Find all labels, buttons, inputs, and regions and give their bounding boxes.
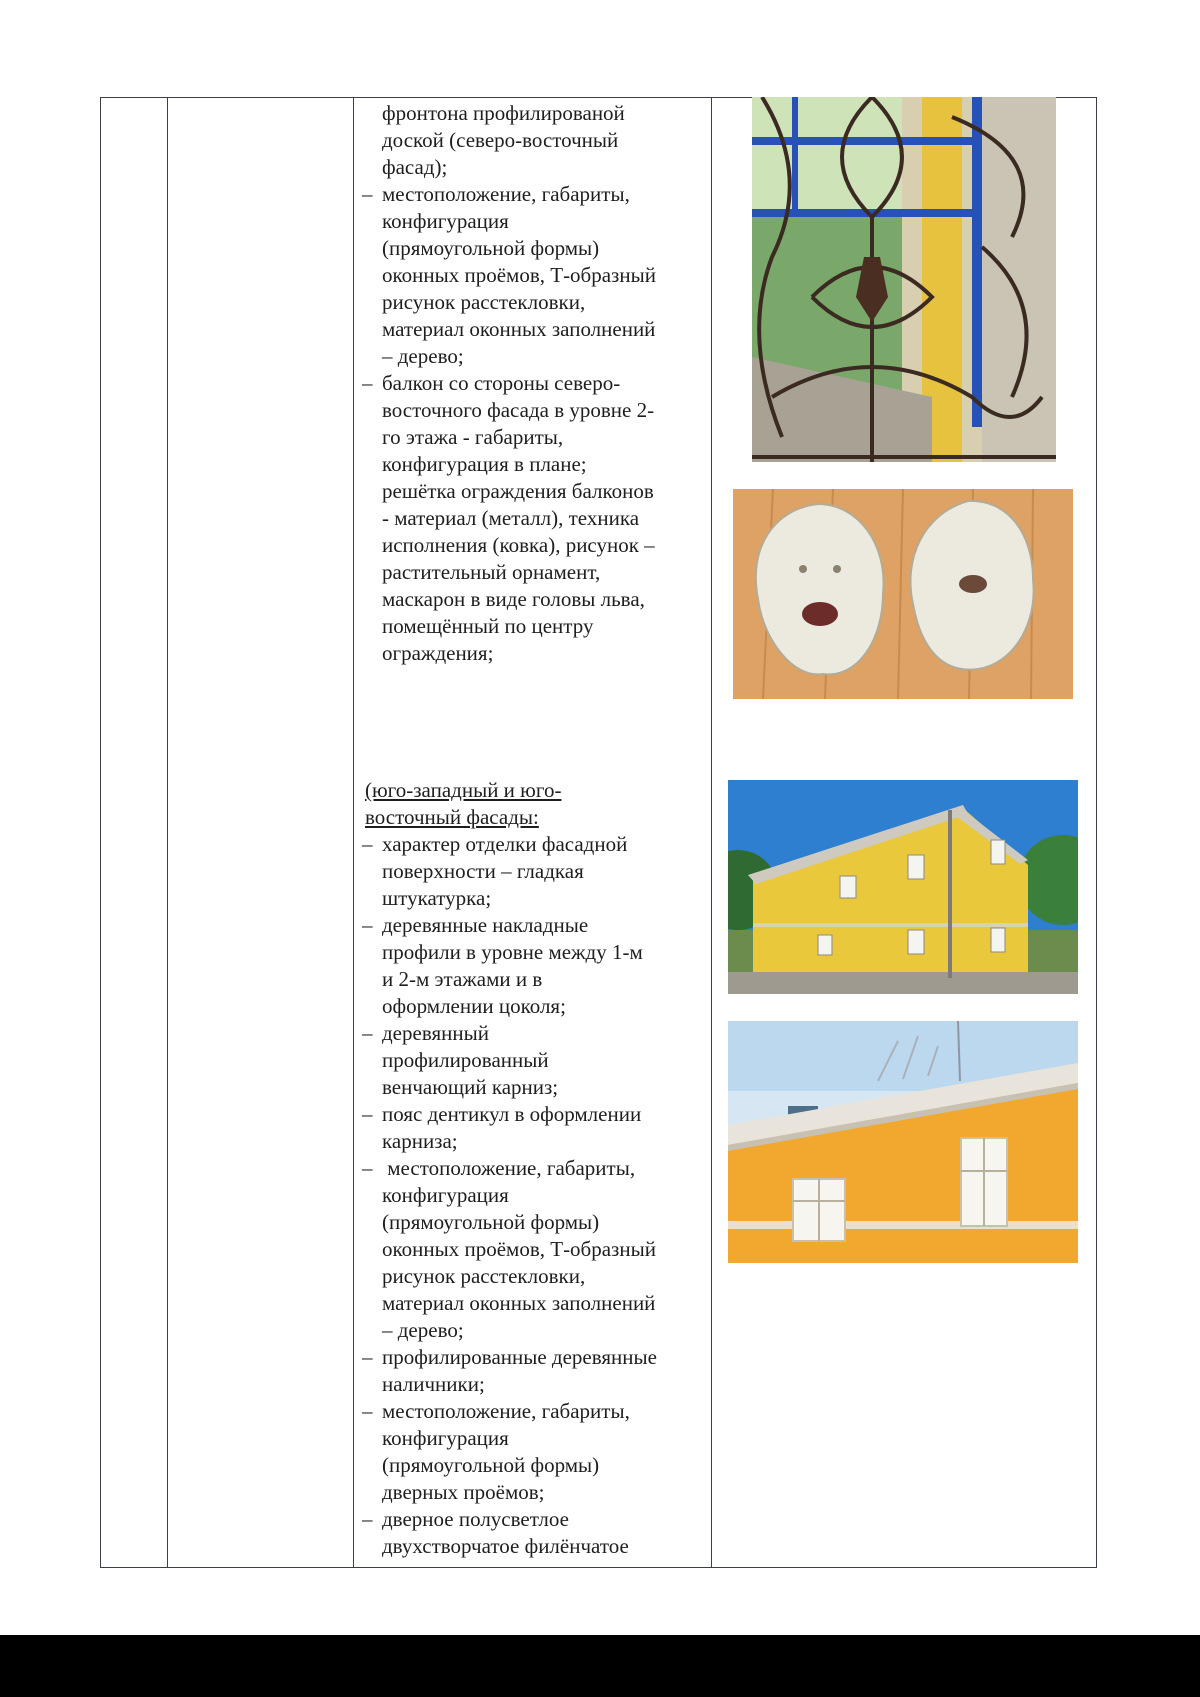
text-line: ограждения; [382,641,494,665]
text-line: – балкон со стороны северо- [382,371,621,395]
text-line: – дверное полусветлое [382,1507,569,1531]
scan-bottom-border [0,1635,1200,1697]
section2-text [365,777,707,1560]
text-line: материал оконных заполнений [382,1291,656,1315]
text-line: материал оконных заполнений [382,317,656,341]
text-line: (юго-западный и юго- [365,778,562,802]
column-divider-2 [353,97,354,1568]
list-item [365,370,707,667]
text-line: карниза; [382,1129,458,1153]
text-line: рисунок расстекловки, [382,1264,586,1288]
balcony-railing-photo [752,97,1056,462]
text-line: восточный фасады: [365,805,539,829]
column-divider-3 [711,97,712,1568]
text-line: - материал (металл), техника [382,506,640,530]
text-line: – пояс дентикул в оформлении [382,1102,642,1126]
list-item [365,1506,707,1560]
list-item [365,181,707,370]
list-item [365,912,707,1020]
section1-list [365,181,707,667]
column-divider-1 [167,97,168,1568]
building-view-photo [728,780,1078,994]
text-line: го этажа - габариты, [382,425,564,449]
text-line: помещённый по центру [382,614,594,638]
text-line: (прямоугольной формы) [382,1453,600,1477]
text-line: оконных проёмов, Т-образный [382,263,656,287]
text-line: профилированный [382,1048,549,1072]
section1-text [365,100,707,667]
list-item [365,1155,707,1344]
text-line: венчающий карниз; [382,1075,559,1099]
list-item [365,1020,707,1101]
lion-masks-photo [733,489,1073,699]
text-line: оформлении цоколя; [382,994,566,1018]
text-line: дверных проёмов; [382,1480,545,1504]
list-item [365,831,707,912]
text-line: доской (северо-восточный [382,128,619,152]
text-line: и 2-м этажами и в [382,967,543,991]
text-line: растительный орнамент, [382,560,601,584]
text-line: рисунок расстекловки, [382,290,586,314]
text-line: решётка ограждения балконов [382,479,654,503]
text-line: – местоположение, габариты, [382,1156,636,1180]
text-line: исполнения (ковка), рисунок – [382,533,655,557]
text-line: восточного фасада в уровне 2- [382,398,655,422]
window-facade-photo [728,1021,1078,1263]
text-line: – дерево; [382,1318,464,1342]
text-line: конфигурация [382,1183,509,1207]
text-line: фасад); [382,155,448,179]
text-line: оконных проёмов, Т-образный [382,1237,656,1261]
text-line: фронтона профилированой [382,101,625,125]
list-item [365,1101,707,1155]
text-line: маскарон в виде головы льва, [382,587,645,611]
text-line: наличники; [382,1372,485,1396]
text-line: (прямоугольной формы) [382,1210,600,1234]
list-item [365,1344,707,1398]
text-line: конфигурация в плане; [382,452,587,476]
text-line: конфигурация [382,209,509,233]
text-line: конфигурация [382,1426,509,1450]
text-line: – характер отделки фасадной [382,832,628,856]
text-line: поверхности – гладкая [382,859,584,883]
text-line: двухстворчатое филёнчатое [382,1534,629,1558]
section1-continuation [365,100,707,181]
text-line: – деревянный [382,1021,489,1045]
text-line: штукатурка; [382,886,492,910]
section2-list [365,831,707,1560]
text-line: – профилированные деревянные [382,1345,657,1369]
text-line: – деревянные накладные [382,913,589,937]
text-line: – местоположение, габариты, [382,1399,630,1423]
text-line: (прямоугольной формы) [382,236,600,260]
list-item [365,1398,707,1506]
text-line: профили в уровне между 1-м [382,940,643,964]
text-line: – дерево; [382,344,464,368]
text-line: – местоположение, габариты, [382,182,630,206]
section2-heading [365,777,707,831]
